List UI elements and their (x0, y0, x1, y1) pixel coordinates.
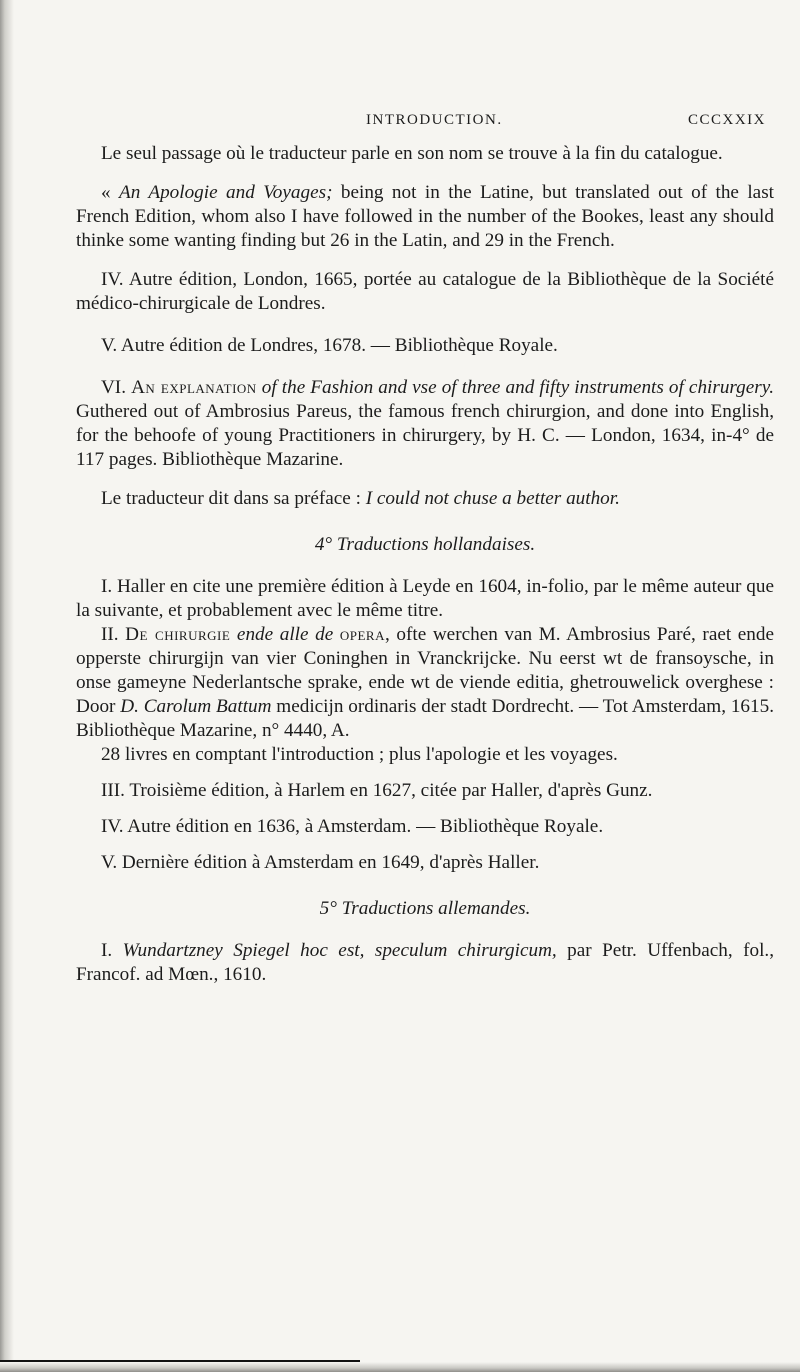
paragraph-preface-quote: Le traducteur dit dans sa préface : I could not chuse a better author. (100, 488, 620, 509)
page-binding-edge (0, 0, 14, 1372)
section-heading-german: 5° Traductions allemandes. (319, 898, 531, 919)
paragraph-edition-iv-london: IV. Autre édition, London, 1665, portée au catalogue de la Bibliothèque de la Société médico-chirurgicale de Londres. (76, 269, 774, 314)
paragraph-dutch-iii: III. Troisième édition, à Harlem en 1627, citée par Haller, d'après Gunz. (100, 780, 653, 801)
paragraph-livres-count: 28 livres en comptant l'introduction ; plus l'apologie et les voyages. (100, 744, 618, 765)
page-number: CCCXXIX (687, 112, 766, 128)
page-bottom-edge (0, 1362, 800, 1372)
paragraph-translator-note: Le seul passage où le traducteur parle en son nom se trouve à la fin du catalogue. (100, 143, 723, 164)
paragraph-dutch-ii: II. De chirurgie ende alle de opera, ofte werchen van M. Ambrosius Paré, raet ende opperste chirurgijn van vier Coninghen in Vranckrijcke. Nu eerst wt de fransoysche, in onse gameyne Nederlantsche sprake, ende wt de viende editia, ghetrouwelick overghese : Door D. Carolum Battum medicijn ordinaris der stadt Dordrecht. — Tot Amsterdam, 1615. Bibliothèque Mazarine, n° 4440, A. (76, 624, 775, 741)
paragraph-edition-v-london: V. Autre édition de Londres, 1678. — Bibliothèque Royale. (100, 335, 558, 356)
running-head-title: INTRODUCTION. (366, 112, 503, 128)
paragraph-edition-vi-explanation: VI. An explanation of the Fashion and vse of three and fifty instruments of chirurgery. Guthered out of Ambrosius Pareus, the famous french chirurgion, and done into English, for the behoofe of young Practitioners in chirurgery, by H. C. — London, 1634, in-4° de 117 pages. Bibliothèque Mazarine. (76, 377, 775, 470)
paragraph-quote-apologie: « An Apologie and Voyages; being not in the Latine, but translated out of the last French Edition, whom also I have followed in the number of the Bookes, least any should thinke some wanting finding but 26 in the Latin, and 29 in the French. (76, 182, 774, 251)
paragraph-dutch-i: I. Haller en cite une première édition à Leyde en 1604, in-folio, par le même auteur que la suivante, et probablement avec le même titre. (76, 576, 774, 621)
running-head (76, 112, 776, 134)
paragraph-dutch-v: V. Dernière édition à Amsterdam en 1649, d'après Haller. (100, 852, 540, 873)
section-heading-dutch: 4° Traductions hollandaises. (314, 534, 536, 555)
paragraph-dutch-iv: IV. Autre édition en 1636, à Amsterdam. — Bibliothèque Royale. (100, 816, 604, 837)
body-text (76, 142, 774, 987)
paragraph-german-i: I. Wundartzney Spiegel hoc est, speculum chirurgicum, par Petr. Uffenbach, fol., Francof. ad Mœn., 1610. (76, 940, 774, 985)
